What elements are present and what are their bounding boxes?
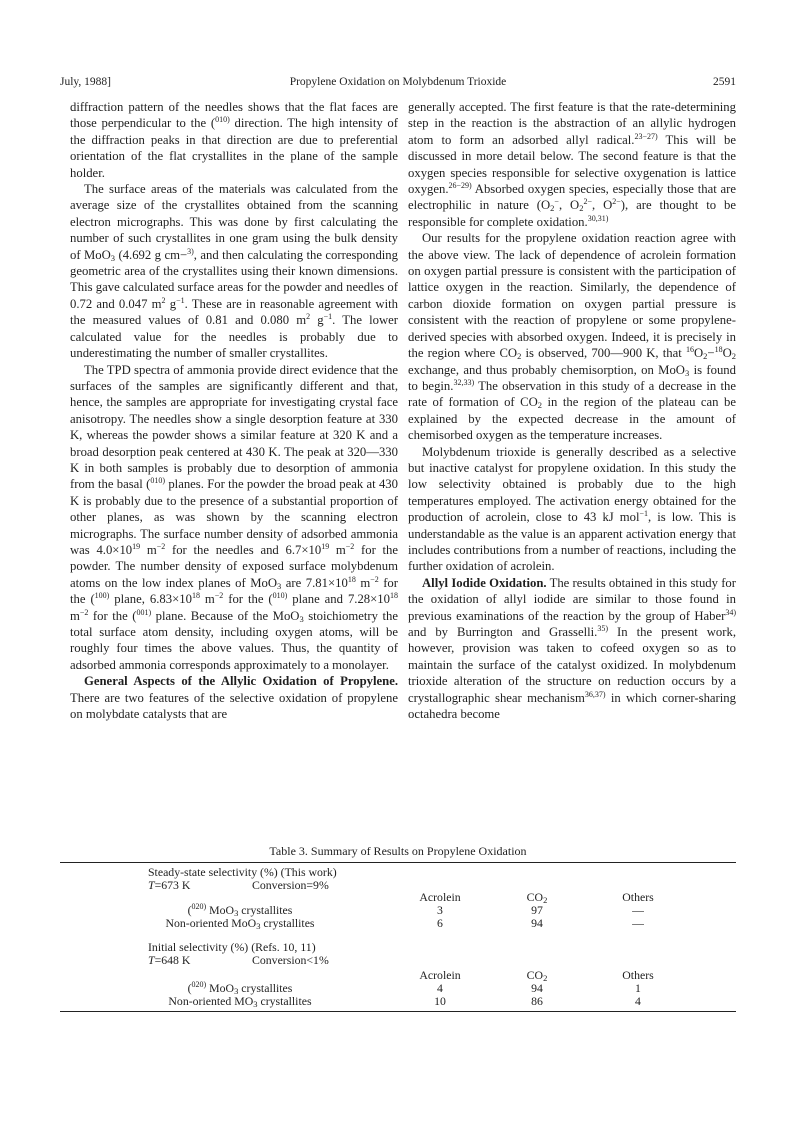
- row-label: Non-oriented $MO_3$ crystallites: [168, 994, 312, 1009]
- section-heading: Allyl Iodide Oxidation.: [422, 575, 547, 590]
- row-label: ($^{020)}$ MoO$_3$ crystallites: [187, 980, 293, 996]
- left-column: [70, 99, 398, 722]
- paragraph-text: The results obtained in this study for the oxidation of allyl iodide are similar to those found in previous examinations of the reaction by the group of Haber$^{34)}$ and by Burrington and Grasselli.$^{35)}$ In the present work, however, provision was taken to cofeed oxygen so as to maintain the surface of the catalyst oxidized. In molybdenum trioxide alteration of the structure on reduction occurs by a crystallographic shear mechanism$^{36,37)}$ in which corner-sharing octahedra become: [408, 575, 736, 722]
- table-cell: 4: [635, 994, 641, 1008]
- paragraph-text: There are two features of the selective oxidation of propylene on molybdate catalysts that are: [70, 690, 398, 722]
- table-cell: 86: [531, 994, 543, 1008]
- table-caption: Table 3. Summary of Results on Propylene Oxidation: [269, 844, 527, 858]
- running-header: [60, 74, 736, 90]
- paragraph: Molybdenum trioxide is generally described as a selective but inactive catalyst for propylene oxidation. In this study the low selectivity obtained is probably due to the high temperatures employed. The activation energy obtained for the production of acrolein, close to 43 kJ mol$^{-1}$, is low. This is understandable as the value is an apparent activation energy that includes contributions from a number of reactions, including the further oxidation of acrolein.: [408, 444, 736, 574]
- table-cell: 94: [531, 981, 543, 995]
- row-label: ($^{020)}$ MoO$_3$ crystallites: [187, 902, 293, 918]
- paragraph: [70, 673, 398, 722]
- conversion: Conversion=9%: [252, 878, 329, 892]
- paragraph: diffraction pattern of the needles shows that the flat faces are those perpendicular to the ($^{010)}$ direction. The high intensity of the diffraction peaks in that direction are due to preferential orientation of the flat crystallites in the plane of the sample holder.: [70, 100, 398, 180]
- table-cell: 94: [531, 916, 543, 930]
- column-header: $CO_2$: [526, 968, 548, 983]
- temperature-symbol: T: [148, 953, 155, 967]
- table-top-rule: [60, 862, 736, 863]
- temperature-value: =648 K: [154, 953, 191, 967]
- section-conditions: [60, 954, 736, 967]
- table-cell: 6: [437, 916, 443, 930]
- paragraph: The TPD spectra of ammonia provide direct evidence that the surfaces of the samples are significantly different and that, hence, the samples are appropriate for investigating crystal face anisotropy. The needles show a single desorption feature at 330 K, whereas the powder shows a similar feature at 320 K and a broad desorption peak centered at 430 K. The peak at 320—330 K in both samples is probably due to desorption of ammonia from the basal ($^{010)}$ planes. For the powder the broad peak at 430 K is probably due to the presence of a substantial proportion of other planes, as was shown by the scanning electron micrographs. The surface number density of adsorbed ammonia was $4.0\times 10^{19}$ $m^{-2}$ for the needles and $6.7\times 10^{19}$ $m^{-2}$ for the powder. The number density of exposed surface molybdenum atoms on the low index planes of MoO$_3$ are $7.81\times 10^{18}$ $m^{-2}$ for the ($^{100)}$ plane, $6.83\times 10^{18}$ $m^{-2}$ for the ($^{010)}$ plane and $7.28\times 10^{18}$ $m^{-2}$ for the ($^{001)}$ plane. Because of the MoO$_3$ stoichiometry the total surface atom density, including oxygen atoms, will be roughly four times the above values. Thus, the quantity of adsorbed ammonia corresponds approximately to a monolayer.: [70, 362, 399, 672]
- page-number: 2591: [713, 76, 736, 88]
- table-bottom-rule: [60, 1011, 736, 1012]
- paragraph: The surface areas of the materials was calculated from the average size of the crystallites obtained from the scanning electron micrographs. This was done by first calculating the number of such crystallites in one gram using the bulk density of MoO$_3$ (4.692 g cm−$^{3)}$, and then calculating the corresponding geometric area of the crystallites using their known dimensions. This gave calculated surface areas for the powder and needles of 0.72 and 0.047 $m^2$ $g^{-1}$. These are in reasonable agreement with the measured values of 0.81 and 0.080 $m^2$ $g^{-1}$. The lower calculated value for the needles is probably due to underestimating the number of smaller crystallites.: [70, 182, 398, 361]
- paragraph: [408, 575, 736, 723]
- journal-running-title: Propylene Oxidation on Molybdenum Trioxide: [289, 76, 507, 88]
- section-heading: General Aspects of the Allylic Oxidation of Propylene.: [84, 674, 398, 689]
- table-row: [60, 995, 736, 1008]
- column-header: Others: [622, 968, 654, 982]
- table-row: [60, 917, 736, 930]
- paragraph: Our results for the propylene oxidation reaction agree with the above view. The lack of dependence of acrolein formation on oxygen partial pressure is consistent with the participation of lattice oxygen in the reaction. Similarly, the dependence of carbon dioxide formation on oxygen partial pressure is consistent with the reaction of propylene or some propylene-derived species with absorbed oxygen. Indeed, it is precisely in the region where $CO_2$ is observed, 700—900 K, that $^{16}O_2-^{18}O_2$ exchange, and thus probably chemisorption, on MoO$_3$ is found to begin.$^{32,33)}$ The observation in this study of a decrease in the rate of formation of $CO_2$ in the region of the plateau can be explained by the expected decrease in the amount of chemisorbed oxygen as the temperature increases.: [408, 231, 736, 443]
- column-header: Acrolein: [419, 968, 461, 982]
- right-column: [408, 99, 736, 722]
- section-title: Steady-state selectivity (%) (This work): [148, 865, 337, 879]
- table-cell: —: [632, 903, 644, 917]
- table-cell: 10: [434, 994, 446, 1008]
- column-header: Others: [622, 890, 654, 904]
- temperature-value: =673 K: [154, 878, 191, 892]
- column-header: Acrolein: [419, 890, 461, 904]
- section-title: Initial selectivity (%) (Refs. 10, 11): [148, 940, 316, 954]
- paragraph: generally accepted. The first feature is that the rate-determining step in the reaction is the abstraction of an allylic hydrogen atom to form an adsorbed allyl radical.$^{23-27)}$ This will be discussed in more detail below. The second feature is that the oxygen species responsible for selective oxygenation is lattice oxygen.$^{26-29)}$ Absorbed oxygen species, especially those that are electrophilic in nature ($O_2^-$, $O_2^{2-}$, $O^{2-}$), are thought to be responsible for complete oxidation.$^{30,31)}$: [408, 100, 737, 229]
- temperature-symbol: T: [148, 878, 155, 892]
- column-header: $CO_2$: [526, 890, 548, 905]
- issue-date: July, 1988]: [60, 76, 112, 88]
- table-cell: 1: [635, 981, 641, 995]
- table-cell: —: [632, 916, 644, 930]
- row-label: Non-oriented MoO$_3$ crystallites: [165, 916, 315, 931]
- conversion: Conversion<1%: [252, 953, 329, 967]
- table-cell: 3: [437, 903, 443, 917]
- table-cell: 97: [531, 903, 543, 917]
- table-cell: 4: [437, 981, 443, 995]
